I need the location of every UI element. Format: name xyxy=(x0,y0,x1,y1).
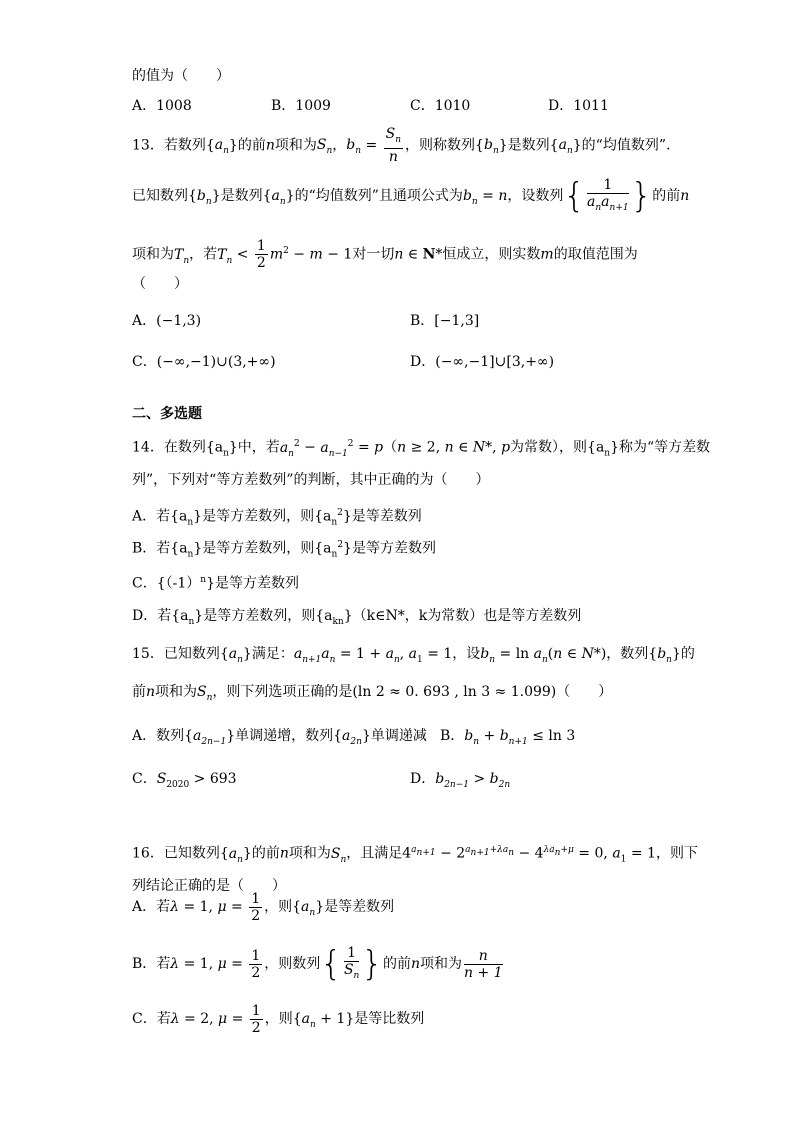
q16-line-1: 16．已知数列$\{a_n\}$的前n项和为$S_n$，且满足$4^{a_{n+1}} - 2^{a_{n+1}+\lambda a_n} - 4^{\lambda a_n+\mu} = 0$, $a_1 = 1$，则下 xyxy=(132,845,698,865)
q13-option-c: C．(−∞,−1)∪(3,+∞) xyxy=(132,354,276,370)
q15-options-cd xyxy=(132,767,732,791)
q13-options-cd xyxy=(132,350,732,374)
q15-option-a: A．数列$\{a_{2n-1}\}$单调递增，数列$\{a_{2n}\}$单调递减 xyxy=(132,728,427,747)
q13-paren: （ ） xyxy=(132,276,188,292)
q16-option-a: A．若λ = 1, μ = $\frac{1}{2}$ ，则$\{a_n\}$是等差数列 xyxy=(132,890,395,924)
q15-option-d: D．$b_{2n-1} > b_{2n}$ xyxy=(410,771,511,790)
q12-option-c: C．1010 xyxy=(410,98,471,114)
q14-line-1: 14．在数列$\{a_n\}$中，若$a_n^2 - a_{n-1}^2 = p(n \ge 2$, n ∈ N*, p为常数），则$\{a_n\}$称为“等方差数 xyxy=(132,439,711,459)
q14-option-a: A．若$\{a_n\}$是等方差数列，则$\{a_n^2\}$是等差数列 xyxy=(132,508,422,528)
q14-option-b: B．若$\{a_n\}$是等方差数列，则$\{a_n^2\}$是等方差数列 xyxy=(132,540,436,560)
q14-option-c: C．$\{(-1)^n\}$是等方差数列 xyxy=(132,575,299,592)
q12-option-a: A．1008 xyxy=(132,98,192,114)
q13-options-ab xyxy=(132,309,732,333)
q13-option-a: A．(−1,3) xyxy=(132,313,202,329)
q12-option-b: B．1009 xyxy=(271,98,331,114)
q12-options xyxy=(132,94,732,118)
section-title-multi-choice: 二、多选题 xyxy=(132,406,202,422)
q15-line-2: 前n项和为$S_n$，则下列选项正确的是(ln 2 ≈ 0. 693 , ln 3 ≈ 1.099)（ ） xyxy=(132,684,613,703)
q14-line-2: 列”，下列对“等方差数列”的判断，其中正确的为（ ） xyxy=(132,472,490,488)
q13-line-1: 13．若数列$\{a_n\}$的前n项和为$S_n$，$b_n$ = $\frac{S_n}{n}$ ，则称数列$\{b_n\}$是数列$\{a_n\}$的“均值数列”. xyxy=(132,126,671,165)
q15-option-b: B．$b_n + b_{n+1} \le \ln 3$ xyxy=(440,728,576,747)
q15-options-ab xyxy=(132,724,732,748)
q16-line-2: 列结论正确的是（ ） xyxy=(132,878,286,894)
q16-option-b: B．若λ = 1, μ = $\frac{1}{2}$ ，则数列{ $\frac{1}{S_n}$ }的前n项和为 $\frac{n}{n + 1}$ xyxy=(132,944,503,984)
q12-stem-tail: 的值为（ ） xyxy=(132,68,230,84)
q13-option-b: B．[−1,3] xyxy=(410,313,480,329)
q13-line-3: 项和为$T_n$，若$T_n$ < $\frac{1}{2}$ $m^2 - m - 1$对一切n ∈ N*恒成立，则实数m的取值范围为 xyxy=(132,238,638,272)
q15-line-1: 15．已知数列$\{a_n\}$满足：$a_{n+1}a_n = 1 + a_n$, $a_1 = 1$，设$b_n = \ln a_n(n$ ∈ N*)，数列$\{b_n\}$的 xyxy=(132,646,695,665)
q13-line-2: 已知数列$\{b_n\}$是数列$\{a_n\}$的“均值数列”且通项公式为$b_n = n$，设数列{ $\frac{1}{a_na_{n+1}}$ }的前n xyxy=(132,176,690,216)
q12-option-d: D．1011 xyxy=(548,98,609,114)
q15-option-c: C．$S_{2020} > 693$ xyxy=(132,771,237,790)
q14-option-d: D．若$\{a_n\}$是等方差数列，则$\{a_{kn}\}(k\in N*$，k为常数）也是等方差数列 xyxy=(132,608,582,627)
q13-option-d: D．(−∞,−1]∪[3,+∞) xyxy=(410,354,555,370)
q16-option-c: C．若λ = 2, μ = $\frac{1}{2}$ ，则$\{a_n + 1\}$是等比数列 xyxy=(132,1002,425,1036)
